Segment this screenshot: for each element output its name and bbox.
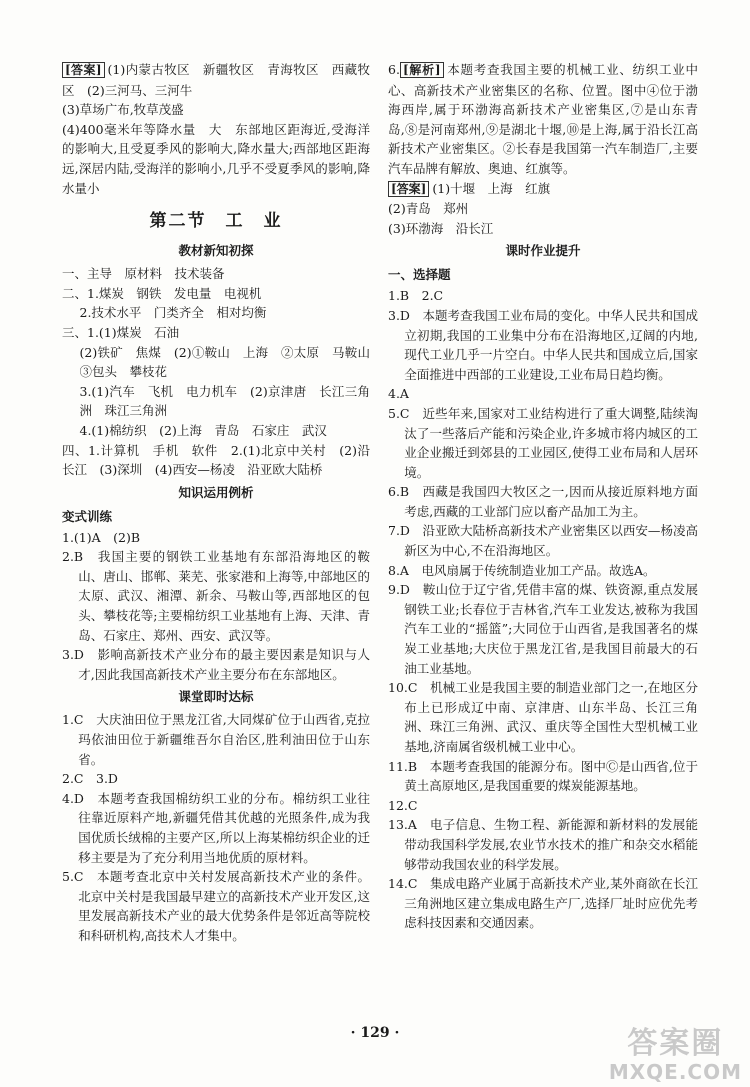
answer-text: 7.D 沿亚欧大陆桥高新技术产业密集区以西安—杨凌高新区为中心,不在沿海地区。 [388,523,698,559]
subheading-classroom: 课堂即时达标 [178,689,254,705]
answer-line [62,710,370,769]
answer-text: 2.B 我国主要的钢铁工业基地有东部沿海地区的鞍山、唐山、邯郸、莱芜、张家港和上海等,中部地区的太原、武汉、湘潭、新余、马鞍山等,西部地区的包头、攀枝花等;主要棉纺织工业基地有上海、天津、青岛、石家庄、郑州、西安、武汉等。 [62,549,370,643]
answer-line [62,528,370,548]
answer-block-top-right [388,60,698,238]
answer-text: (2)青岛 郑州 [388,201,469,217]
answer-line [62,303,370,323]
group-variant-training: 变式训练 [62,508,113,524]
section-title: 第二节 工 业 [149,211,283,232]
answer-line [62,867,370,945]
subheading-homework: 课时作业提升 [505,243,581,259]
group-choice-questions: 一、选择题 [388,267,451,283]
answer-text: 一、主导 原材料 技术装备 [62,266,225,282]
answer-line [388,404,698,482]
answer-text: 3.D 本题考查我国工业布局的变化。中华人民共和国成立初期,我国的工业集中分布在沿海地区,辽阔的内地,现代工业几乎一片空白。中华人民共和国成立后,国家全面推进中西部的工业建设,工业布局日趋均衡。 [388,307,698,382]
answer-line [62,421,370,441]
answer-text: 三、1.(1)煤炭 石油 [62,324,180,340]
answer-text: 2.技术水平 门类齐全 相对均衡 [79,305,267,321]
answer-line [62,441,370,480]
answer-text: 5.C 本题考查北京中关村发展高新技术产业的条件。北京中关村是我国最早建立的高新技术产业开发区,这里发展高新技术产业的最大优势条件是邻近高等院校和科研机构,高技术人才集中。 [62,869,370,943]
answer-line [388,796,698,816]
answer-text: (2)铁矿 焦煤 (2)①鞍山 上海 ②太原 马鞍山 ③包头 攀枝花 [79,344,383,380]
answer-text: 11.B 本题考查我国的能源分布。图中Ⓒ是山西省,位于黄土高原地区,是我国重要的煤炭能源基地。 [388,758,698,794]
answer-block-top-left [62,60,370,198]
watermark-logo-text: 答案圈 [627,1026,724,1061]
answer-text: 四、1.计算机 手机 软件 2.(1)北京中关村 (2)沿长江 (3)深圳 (4)西安—杨凌 沿亚欧大陆桥 [62,442,370,478]
answer-line [62,547,370,645]
answer-line [62,382,370,421]
answer-text: 9.D 鞍山位于辽宁省,凭借丰富的煤、铁资源,重点发展钢铁工业;长春位于吉林省,汽车工业发达,被称为我国汽车工业的“摇篮”;大同位于山西省,是我国著名的煤炭工业基地;大庆位于黑龙江省,是我国目前最大的石油工业基地。 [388,582,698,676]
answer-line [388,874,698,933]
answer-line [62,60,370,100]
answer-text: (3)草场广布,牧草茂盛 [62,102,184,118]
watermark-logo [609,1027,742,1083]
answer-text: 1.B 2.C [388,288,444,304]
answer-line [62,264,370,284]
answer-text: 13.A 电子信息、生物工程、新能源和新材料的发展能带动我国科学发展,农业节水技术的推广和杂交水稻能够带动我国农业的科学发展。 [388,817,698,872]
answer-text: (3)环渤海 沿长江 [388,220,494,236]
answer-line [388,757,698,796]
answer-text: 6.B 西藏是我国四大牧区之一,因而从接近原料地方面考虑,西藏的工业部门应以畜产品加工为主。 [388,484,698,519]
answer-text: 4.(1)棉纺织 (2)上海 青岛 石家庄 武汉 [79,422,327,438]
answer-line [62,323,370,343]
answer-line [388,815,698,874]
subheading-textbook: 教材新知初探 [178,243,254,259]
answer-text: 4.D 本题考查我国棉纺织工业的分布。棉纺织工业往往靠近原料产地,新疆凭借其优越的光照条件,成为我国优质长绒棉的主要产区,所以上海某棉纺织企业的迁移主要是为了充分利用当地优质的原材料。 [62,790,370,865]
answer-text: (1)十堰 上海 红旗 [432,180,551,196]
item-number: 6. [388,62,400,77]
answer-line [62,100,370,120]
answer-line [62,769,370,789]
answer-text: (1)内蒙古牧区 新疆牧区 青海牧区 西藏牧区 (2)三河马、三河牛 [62,62,370,98]
answer-tag: [答案] [62,62,105,78]
answer-line [388,286,698,306]
answer-text: 2.C 3.D [62,771,118,787]
variant-training-answers [62,528,370,685]
answer-line [388,219,698,239]
answer-line [388,521,698,560]
answer-line [388,60,698,179]
answer-line [388,580,698,678]
answer-line [388,306,698,384]
answer-text: 4.A [388,386,409,402]
answer-text: 1.C 大庆油田位于黑龙江省,大同煤矿位于山西省,克拉玛依油田位于新疆维吾尔自治区,胜利油田位于山东省。 [62,712,370,767]
answer-line [62,645,370,684]
answer-text: 5.C 近些年来,国家对工业结构进行了重大调整,陆续淘汰了一些落后产能和污染企业,许多城市将内城区的工业企业搬迁到郊县的工业园区,使得工业布局和人居环境。 [388,405,698,480]
answer-line [62,789,370,867]
choice-answers [388,286,698,933]
answer-line [388,678,698,756]
answer-line [388,179,698,200]
answer-text: 10.C 机械工业是我国主要的制造业部门之一,在地区分布上已形成辽中南、京津唐、山东半岛、长江三角洲、珠江三角洲、武汉、重庆等全国性大型机械工业基地,济南属省级机械工业中心。 [388,680,698,754]
answer-line [62,120,370,198]
answer-text: 8.A 电风扇属于传统制造业加工产品。故选A。 [388,562,656,578]
answer-text: (4)400毫米年等降水量 大 东部地区距海近,受海洋的影响大,且受夏季风的影响大,降水量大;西部地区距海远,深居内陆,受海洋的影响小,几乎不受夏季风的影响,降水量小 [62,121,370,196]
answer-line [62,343,383,382]
answer-text: 3.D 影响高新技术产业分布的最主要因素是知识与人才,因此我国高新技术产业主要分布在东部地区。 [62,647,370,682]
right-column [388,60,698,933]
answer-line [388,199,698,219]
answer-text: 12.C [388,797,418,813]
answer-line [388,561,698,581]
answer-tag: [解析] [400,62,444,78]
answer-text: 本题考查我国主要的机械工业、纺织工业中心、高新技术产业密集区的名称、位置。图中④位于渤海西岸,属于环渤海高新技术产业密集区,⑦是山东青岛,⑧是河南郑州,⑨是湖北十堰,⑩是上海,属于沿长江高新技术产业密集区。②长春是我国第一汽车制造厂,主要汽车品牌有解放、奥迪、红旗等。 [388,62,698,176]
left-column [62,60,383,946]
answer-text: 14.C 集成电路产业属于高新技术产业,某外商欲在长江三角洲地区建立集成电路生产厂,选择厂址时应优先考虑科技因素和交通因素。 [388,876,698,931]
answer-text: 1.(1)A (2)B [62,529,141,545]
answer-line [388,384,698,404]
subheading-examples: 知识运用例析 [178,484,254,500]
answer-text: 二、1.煤炭 钢铁 发电量 电视机 [62,285,262,301]
page-number: · 129 · [350,1025,400,1041]
answer-text: 3.(1)汽车 飞机 电力机车 (2)京津唐 长江三角洲 珠江三角洲 [79,383,370,419]
classroom-answers [62,710,370,945]
answer-line [388,482,698,521]
answer-tag: [答案] [388,181,429,197]
answer-line [62,284,370,304]
watermark-url: MXQE.COM [608,1060,742,1084]
textbook-answers [62,264,383,480]
